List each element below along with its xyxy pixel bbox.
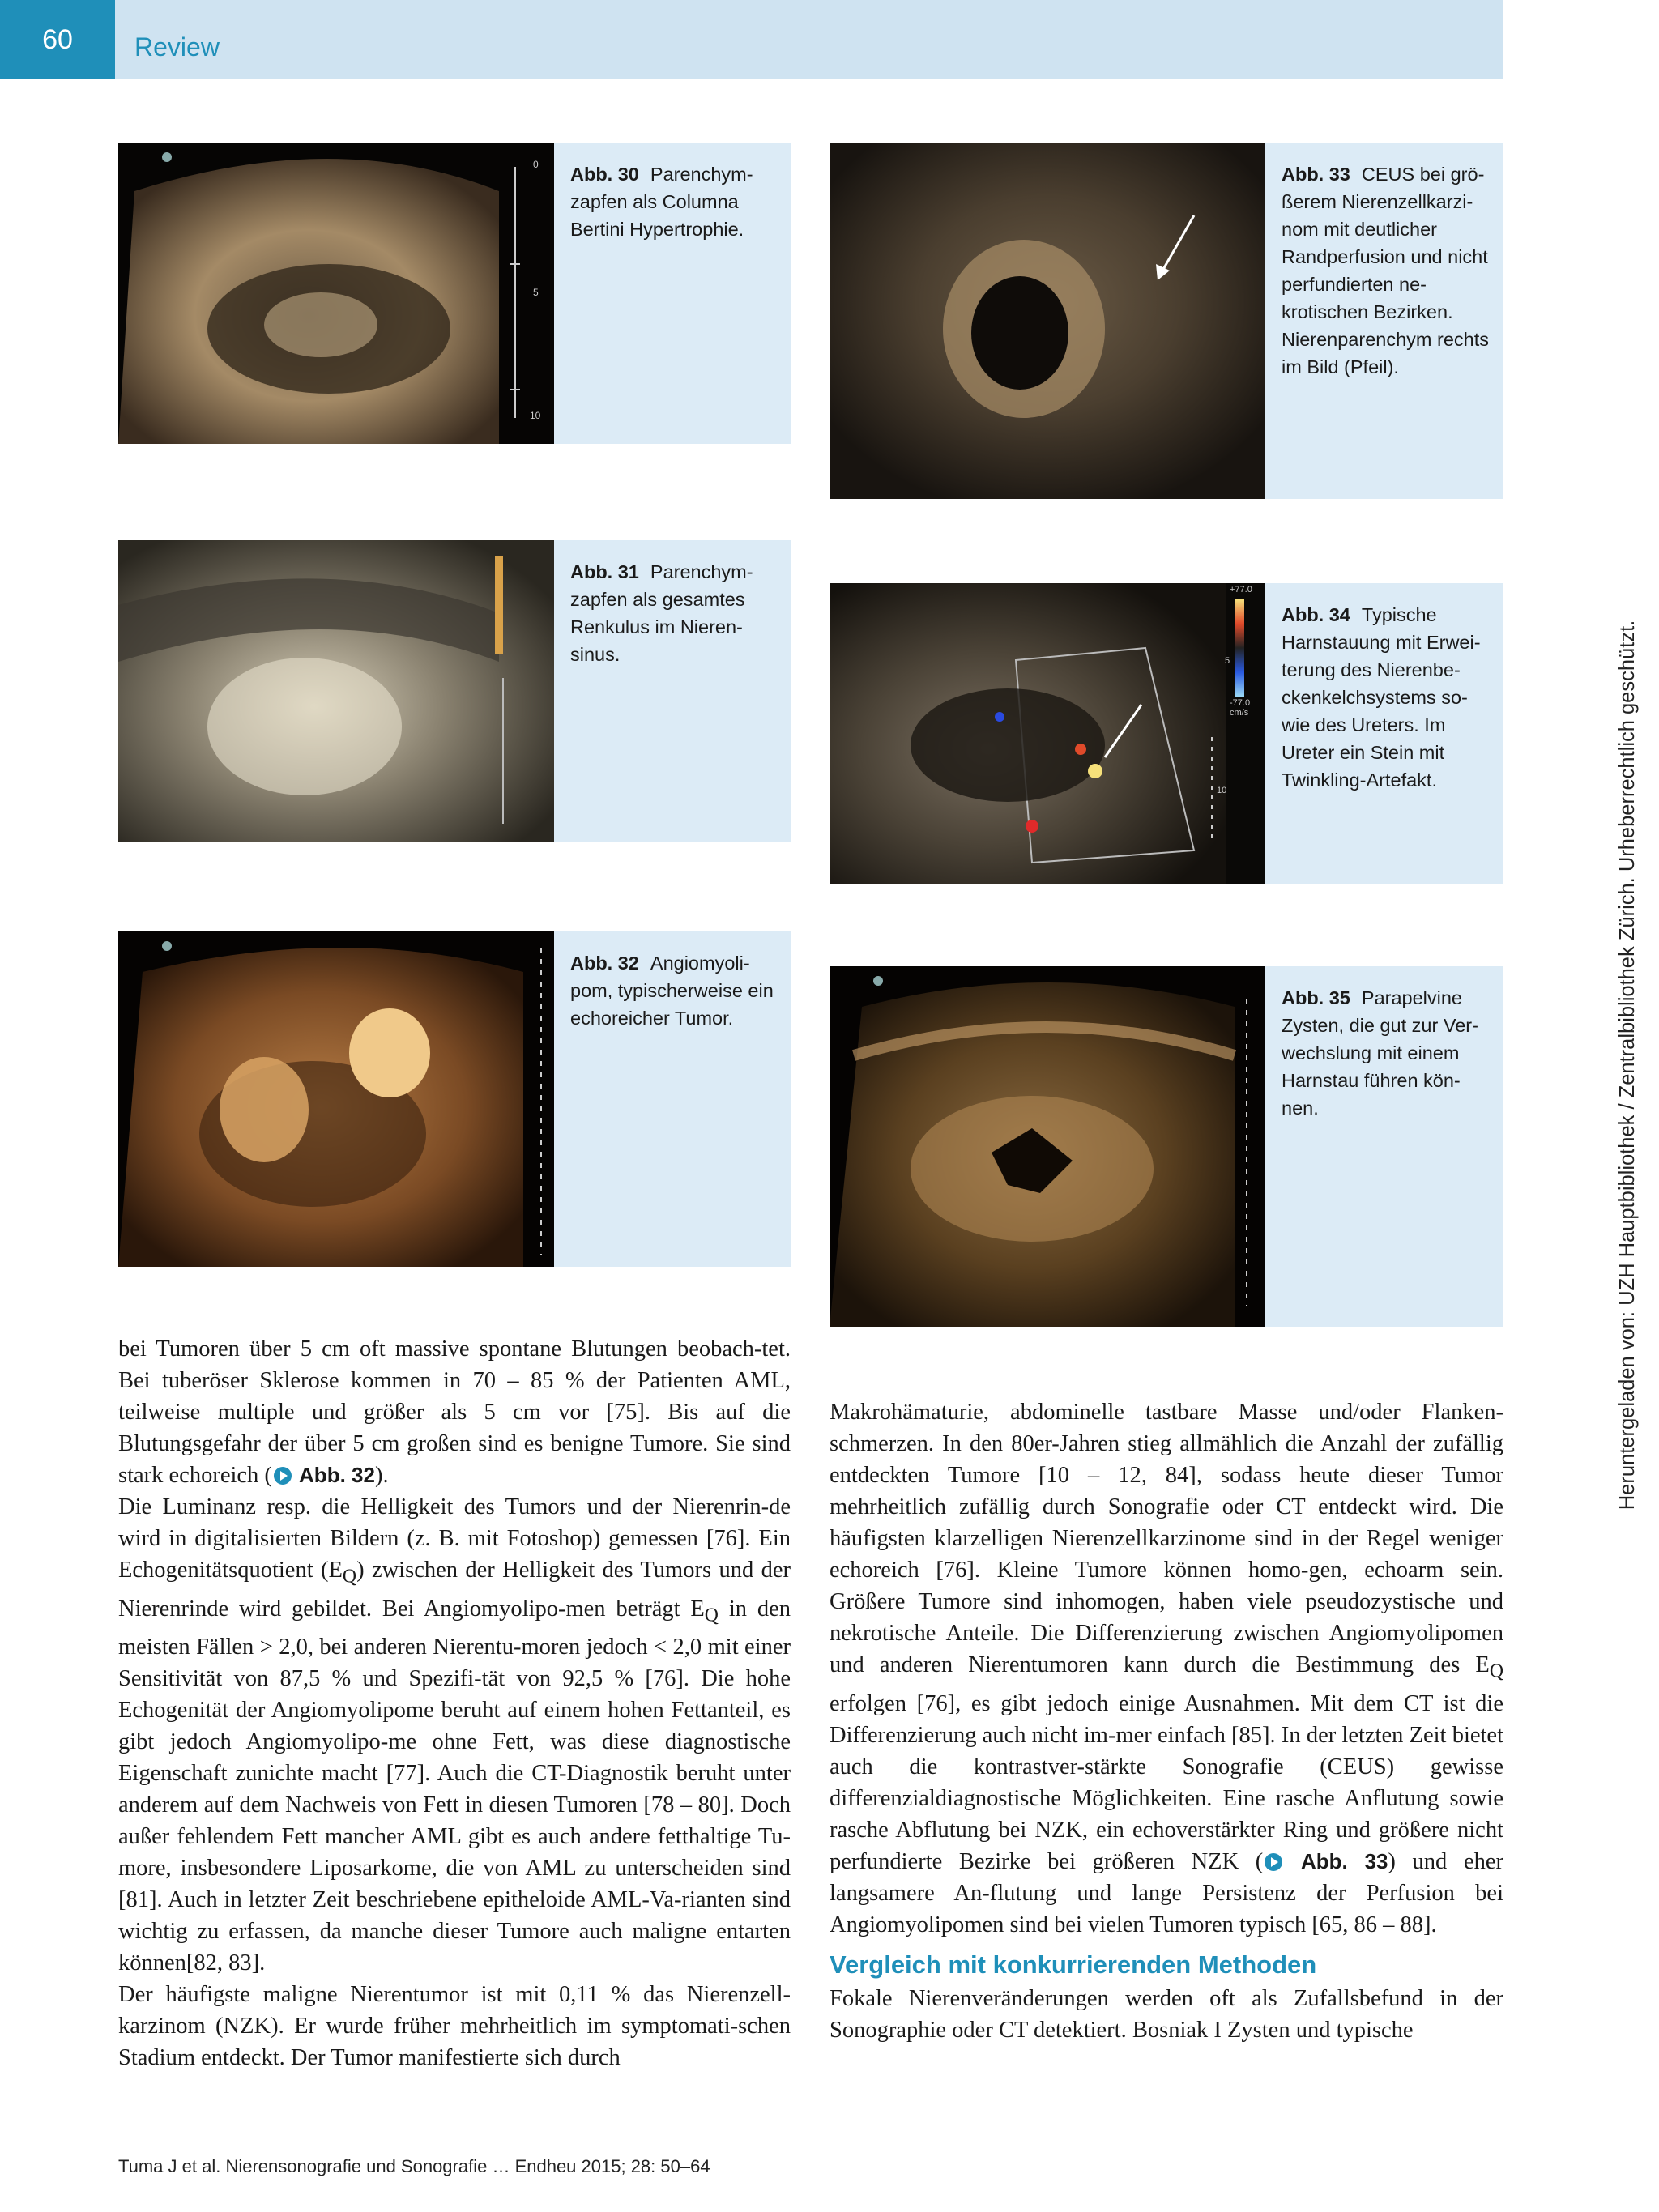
section-heading: Vergleich mit konkurrierenden Methoden — [830, 1950, 1317, 1979]
caption-abb30 — [554, 143, 791, 444]
caption-text: Parenchym-zapfen als gesamtes Renkulus im Nieren-sinus. — [570, 561, 753, 665]
caption-abb31 — [554, 540, 791, 842]
right-column-text — [830, 1396, 1503, 2046]
figure-abb34 — [830, 583, 1503, 884]
figure-abb33 — [830, 143, 1503, 499]
paragraph — [118, 1491, 791, 1979]
text-run: Die Luminanz resp. die Helligkeit des Tumors und der Nierenrin-de wird in digitalisierten Bildern (z. B. mit Fotoshop) gemessen [76]. Ein Echogenitätsquotient (E — [118, 1494, 791, 1583]
figure-label: Abb. 32 — [570, 953, 639, 974]
caption-text: Parenchym-zapfen als Columna Bertini Hypertrophie. — [570, 164, 753, 240]
scale-tick: 5 — [533, 287, 539, 298]
page-number: 60 — [0, 0, 115, 79]
caption-abb35 — [1265, 966, 1503, 1327]
footer-citation: Tuma J et al. Nierensonografie und Sonografie … Endheu 2015; 28: 50–64 — [118, 2156, 710, 2176]
figure-ref-arrow-icon[interactable] — [1265, 1853, 1282, 1871]
figure-abb31 — [118, 540, 791, 842]
caption-text: Angiomyoli-pom, typischerweise ein echoreicher Tumor. — [570, 953, 774, 1029]
text-run: erfolgen [76], es gibt jedoch einige Ausnahmen. Mit dem CT ist die Differenzierung auch nicht im-mer einfach [85]. In der letzten Zeit bietet auch die kontrastver-stärkte Sonografie (CEUS) gewisse differenzialdiagnostische Möglichkeiten. Eine rasche Anflutung sowie rasche Abflutung bei NZK, ein echoverstärkter Ring und größere nicht perfundierte Bezirke bei größeren NZK ( — [830, 1690, 1503, 1874]
text-run: ). — [374, 1463, 389, 1488]
ultrasound-image-abb33 — [830, 143, 1265, 499]
caption-text: Parapelvine Zysten, die gut zur Ver-wechslung mit einem Harnstau führen kön-nen. — [1282, 987, 1478, 1119]
paragraph: Der häufigste maligne Nierentumor ist mit 0,11 % das Nierenzell-karzinom (NZK). Er wurde früher mehrheitlich im symptomati-schen Stadium entdeckt. Der Tumor manifestierte sich durch — [118, 1982, 791, 2071]
section-label: Review — [134, 32, 220, 62]
caption-abb32 — [554, 931, 791, 1267]
figure-ref-arrow-icon[interactable] — [274, 1467, 292, 1485]
scale-tick: -77.0 cm/s — [1230, 698, 1251, 718]
subscript: Q — [1489, 1660, 1503, 1682]
ultrasound-image-abb32 — [118, 931, 554, 1267]
caption-abb34 — [1265, 583, 1503, 884]
figure-abb32 — [118, 931, 791, 1267]
ultrasound-image-abb31 — [118, 540, 554, 842]
caption-text: Typische Harnstauung mit Erwei-terung des Nierenbe-ckenkelchsystems so-wie des Ureters. Im Ureter ein Stein mit Twinkling-Artefakt. — [1282, 604, 1481, 791]
scale-tick: 0 — [533, 159, 539, 170]
text-run: Makrohämaturie, abdominelle tastbare Masse und/oder Flanken-schmerzen. In den 80er-Jahren stieg allmählich die Anzahl der zufällig entdeckten Tumore [10 – 12, 84], sodass heute dieser Tumor mehrheitlich zufällig durch Sonografie oder CT entdeckt wird. Die häufigsten klarzelligen Nierenzellkarzinome sind in der Regel weniger echoreich [76]. Kleine Tumore können homo-gen, echoarm sein. Größere Tumore sind inhomogen, haben viele pseudozystische und nekrotische Anteile. Die Differenzierung zwischen Angiomyolipomen und anderen Nierentumoren kann durch die Bestimmung des E — [830, 1400, 1503, 1677]
download-notice: Heruntergeladen von: UZH Hauptbibliothek / Zentralbibliothek Zürich. Urheberrechtlich geschützt. — [1616, 620, 1639, 1511]
text-run: in den meisten Fällen > 2,0, bei anderen Nierentu-moren jedoch < 2,0 mit einer Sensitivität von 87,5 % und Spezifi-tät von 92,5 % [76]. Die hohe Echogenität der Angiomyolipome beruht auf einem hohen Fettanteil, es gibt jedoch Angiomyolipo-me ohne Fett, was diese diagnostische Eigenschaft zunichte macht [77]. Auch die CT-Diagnostik beruht unter anderem auf dem Nachweis von Fett in diesen Tumoren [78 – 80]. Doch außer fehlendem Fett mancher AML gibt es auch andere fetthaltige Tu-more, insbesondere Liposarkome, die von AML zu unterscheiden sind [81]. Auch in letzter Zeit beschriebene epitheloide AML-Va-rianten sind wichtig zu erfassen, da manche dieser Tumore auch maligne entarten können[82, 83]. — [118, 1596, 791, 1976]
figure-label: Abb. 33 — [1282, 164, 1350, 185]
figure-label: Abb. 34 — [1282, 604, 1350, 625]
scale-tick: 10 — [530, 410, 541, 421]
text-run: ) und eher langsamere An-flutung und lange Persistenz der Perfusion bei Angiomyolipomen sind bei vielen Tumoren typisch [65, 86 – 88]. — [830, 1848, 1503, 1937]
figure-ref-link[interactable]: Abb. 32 — [299, 1463, 375, 1487]
figure-abb30 — [118, 143, 791, 444]
ultrasound-image-abb30 — [118, 143, 554, 444]
scale-tick: 5 — [1225, 656, 1230, 666]
ultrasound-image-abb35 — [830, 966, 1265, 1327]
figure-label: Abb. 31 — [570, 561, 639, 582]
paragraph: Fokale Nierenveränderungen werden oft als Zufallsbefund in der Sonographie oder CT detektiert. Bosniak I Zysten und typische — [830, 1985, 1503, 2043]
figure-label: Abb. 35 — [1282, 987, 1350, 1008]
paragraph — [118, 1333, 791, 1491]
scale-tick: 10 — [1217, 786, 1227, 795]
header-band — [0, 0, 1503, 79]
subscript: Q — [704, 1605, 719, 1626]
figure-ref-link[interactable]: Abb. 33 — [1300, 1848, 1388, 1873]
figure-abb35 — [830, 966, 1503, 1327]
scale-tick: +77.0 — [1230, 585, 1252, 595]
text-run: ) zwischen der Helligkeit des Tumors und der Nierenrinde wird gebildet. Bei Angiomyolipo-men beträgt E — [118, 1558, 791, 1622]
paragraph — [830, 1396, 1503, 1941]
text-run: bei Tumoren über 5 cm oft massive spontane Blutungen beobach-tet. Bei tuberöser Sklerose kommen in 70 – 85 % der Patienten AML, teilweise multiple und größer als 5 cm vor [75]. Bis auf die Blutungsgefahr der über 5 cm großen sind es benigne Tumore. Sie sind stark echoreich ( — [118, 1336, 791, 1488]
left-column-text — [118, 1333, 791, 2073]
ultrasound-image-abb34 — [830, 583, 1265, 884]
subscript: Q — [342, 1566, 357, 1588]
figure-label: Abb. 30 — [570, 164, 639, 185]
caption-abb33 — [1265, 143, 1503, 499]
caption-text: CEUS bei grö-ßerem Nierenzellkarzi-nom mit deutlicher Randperfusion und nicht perfundierten ne-krotischen Bezirken. Nierenparenchym rechts im Bild (Pfeil). — [1282, 164, 1489, 377]
